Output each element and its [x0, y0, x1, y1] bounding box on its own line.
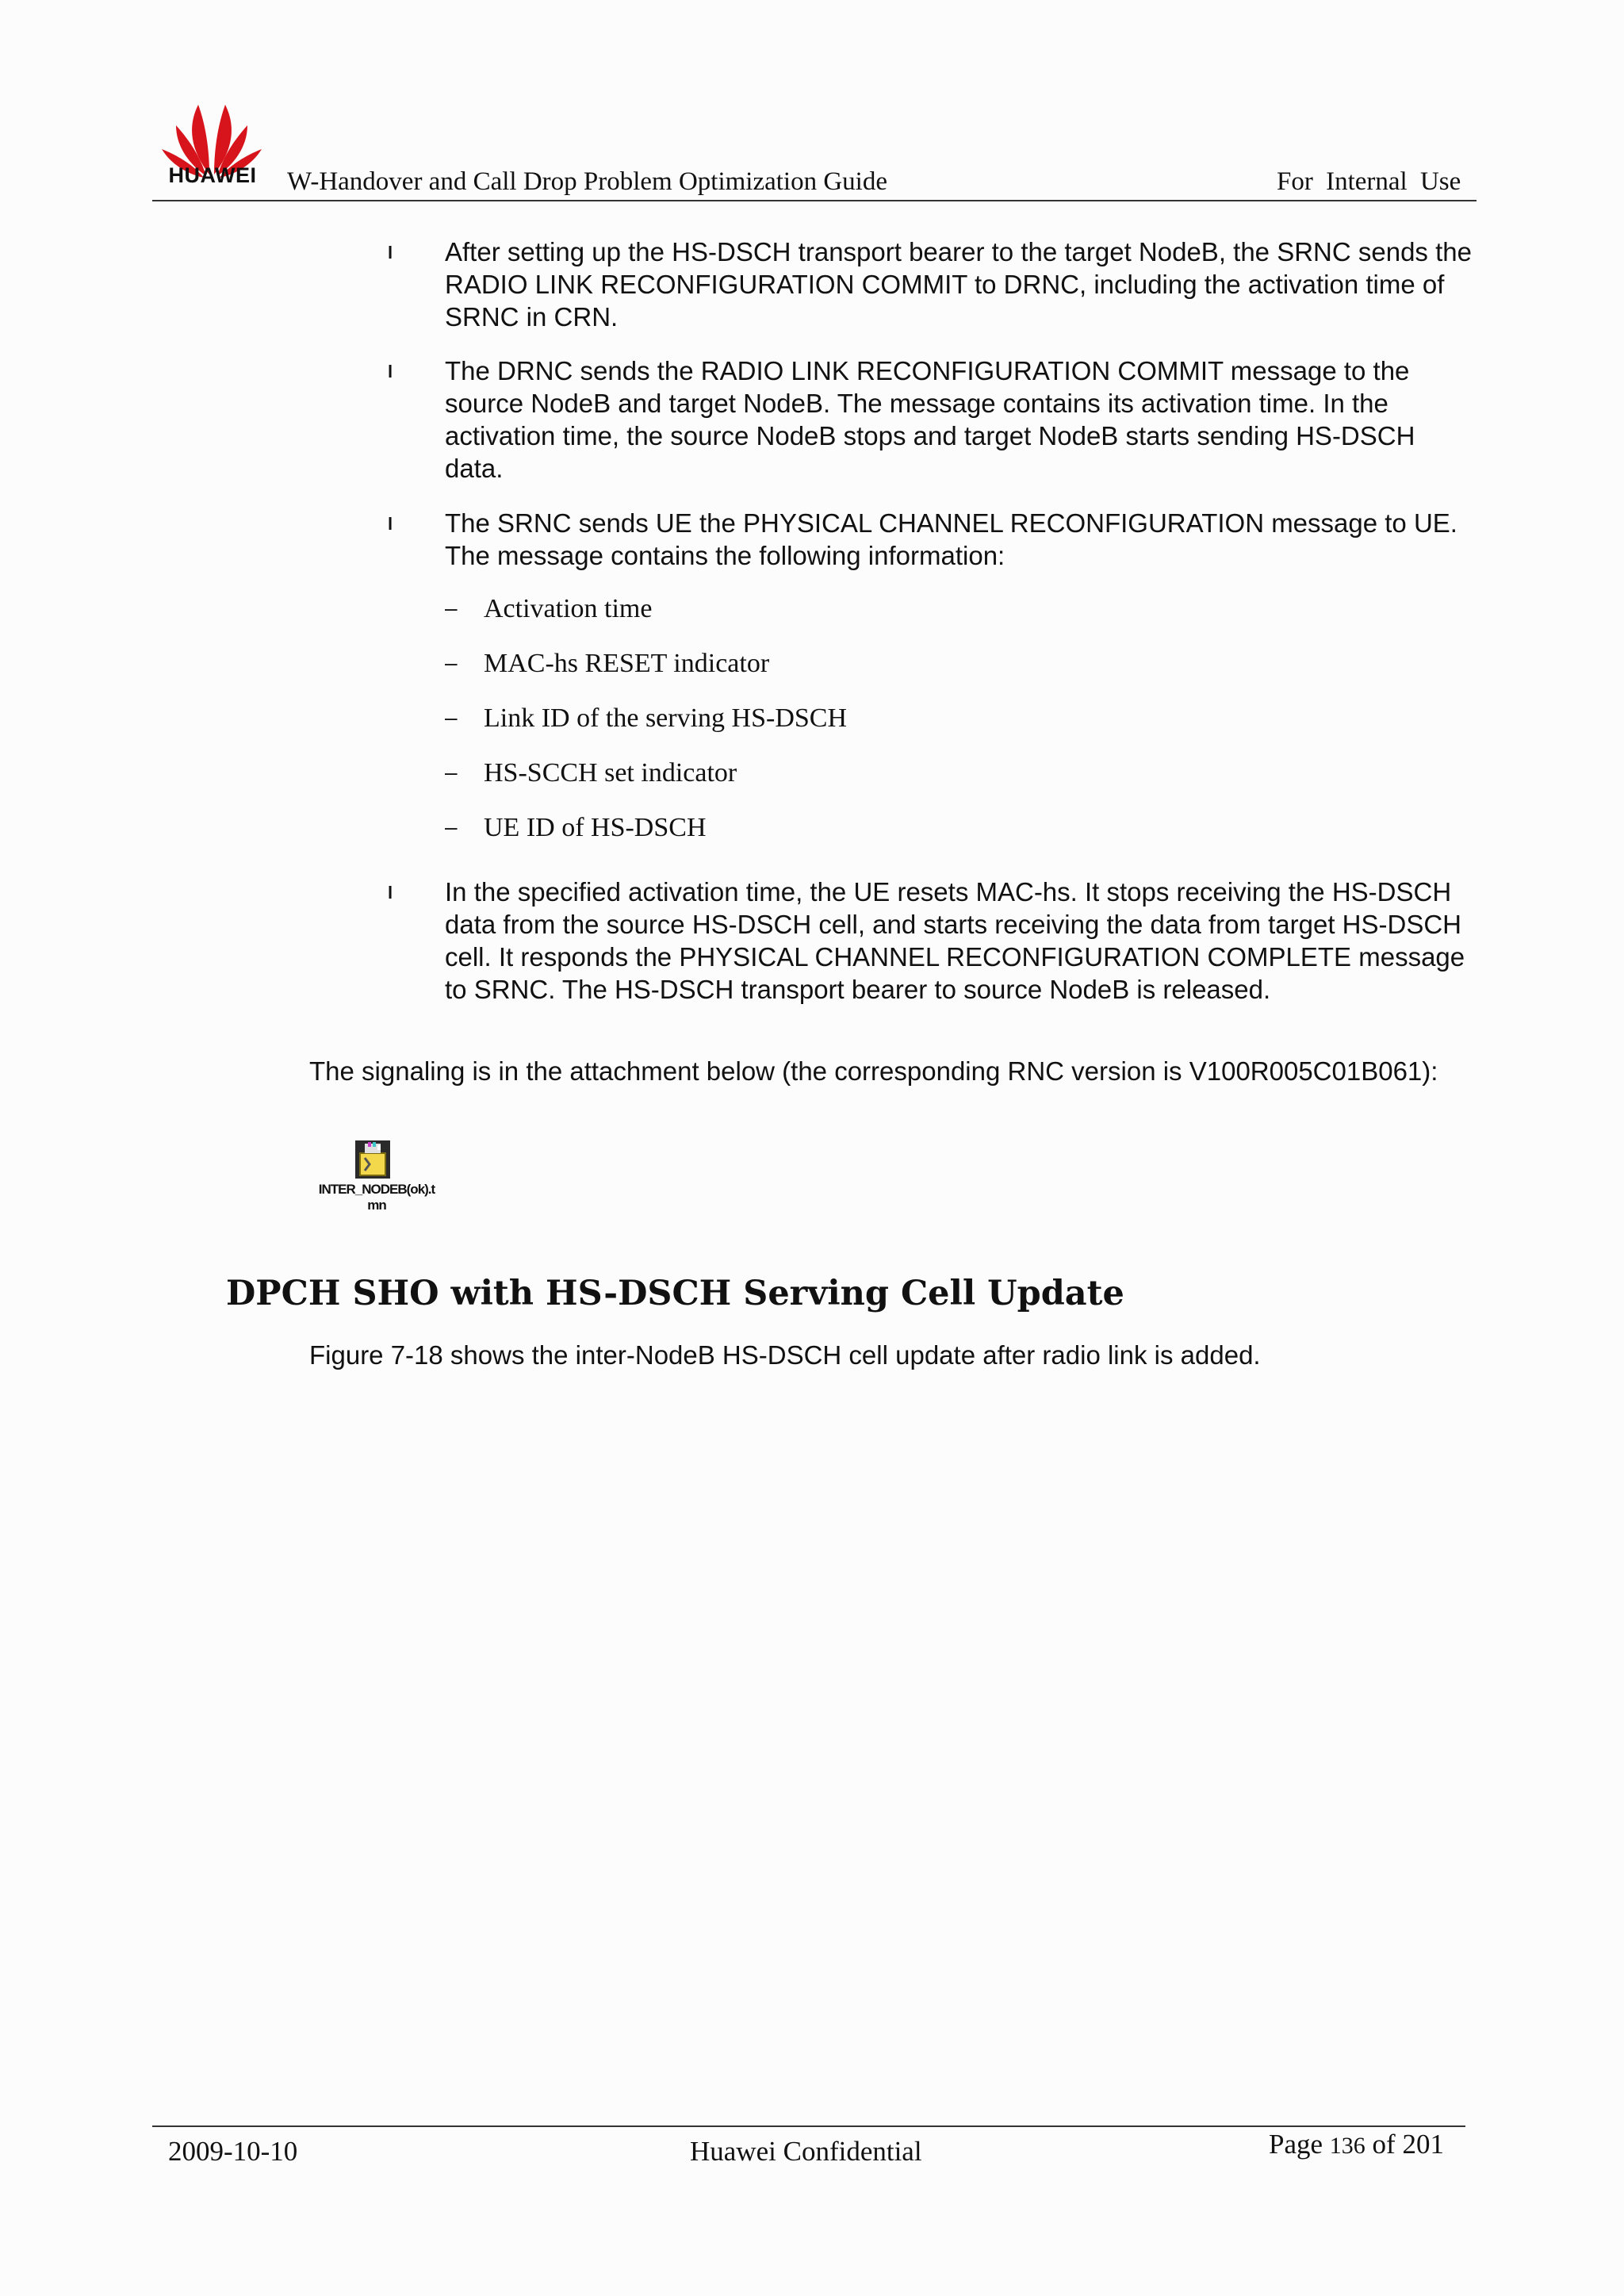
bullet-item: The DRNC sends the RADIO LINK RECONFIGURATION COMMIT message to the source NodeB and target NodeB. The message contains its activation time. In the activation time, the source NodeB stops and target NodeB starts sending HS-DSCH data.	[445, 356, 1415, 483]
footer-date: 2009-10-10	[168, 2136, 298, 2167]
section-heading: DPCH SHO with HS-DSCH Serving Cell Update	[226, 1274, 1124, 1313]
bullet-item: The SRNC sends UE the PHYSICAL CHANNEL RECONFIGURATION message to UE. The message contains the following information:	[445, 508, 1457, 570]
dash-marker: –	[445, 596, 458, 620]
bullet-marker: l	[388, 514, 393, 534]
sub-list-item: Activation time	[484, 594, 653, 623]
sub-list-item: MAC-hs RESET indicator	[484, 649, 770, 678]
dash-marker: –	[445, 705, 458, 730]
header-divider	[152, 200, 1477, 201]
dash-marker: –	[445, 815, 458, 839]
signaling-paragraph: The signaling is in the attachment below (the corresponding RNC version is V100R005C01B061):	[309, 1056, 1438, 1086]
attachment-filename-line2: mn	[367, 1198, 386, 1213]
page-indicator	[1269, 2129, 1444, 2160]
logo-wordmark: HUAWEI	[168, 163, 257, 187]
bullet-item: After setting up the HS-DSCH transport bearer to the target NodeB, the SRNC sends the RADIO LINK RECONFIGURATION COMMIT to DRNC, including the activation time of SRNC in CRN.	[445, 237, 1472, 332]
bullet-marker: l	[388, 883, 393, 903]
dash-marker: –	[445, 650, 458, 675]
bullet-marker: l	[388, 243, 393, 263]
classification-label: For Internal Use	[1277, 167, 1461, 196]
footer-confidential: Huawei Confidential	[690, 2136, 922, 2167]
footer-divider	[152, 2125, 1465, 2127]
sub-list-item: HS-SCCH set indicator	[484, 758, 737, 788]
dash-marker: –	[445, 760, 458, 784]
sub-list-item: UE ID of HS-DSCH	[484, 813, 707, 842]
figure-reference: Figure 7-18 shows the inter-NodeB HS-DSCH cell update after radio link is added.	[309, 1340, 1261, 1370]
document-title: W-Handover and Call Drop Problem Optimization Guide	[287, 167, 888, 196]
page-total: 201	[1402, 2129, 1444, 2160]
archive-file-icon	[354, 1139, 392, 1180]
sub-list-item: Link ID of the serving HS-DSCH	[484, 703, 848, 733]
attachment-filename	[309, 1182, 444, 1213]
page-number: 136	[1329, 2133, 1365, 2159]
bullet-item: In the specified activation time, the UE resets MAC-hs. It stops receiving the HS-DSCH data from the source HS-DSCH cell, and starts receiving the data from target HS-DSCH cell. It responds the PHYSICAL CHANNEL RECONFIGURATION COMPLETE message to SRNC. The HS-DSCH transport bearer to source NodeB is released.	[445, 877, 1465, 1004]
bullet-marker: l	[388, 362, 393, 381]
page-prefix: Page	[1269, 2129, 1330, 2160]
page-middle: of	[1365, 2129, 1403, 2160]
attachment-filename-line1: INTER_NODEB(ok).t	[318, 1182, 435, 1197]
